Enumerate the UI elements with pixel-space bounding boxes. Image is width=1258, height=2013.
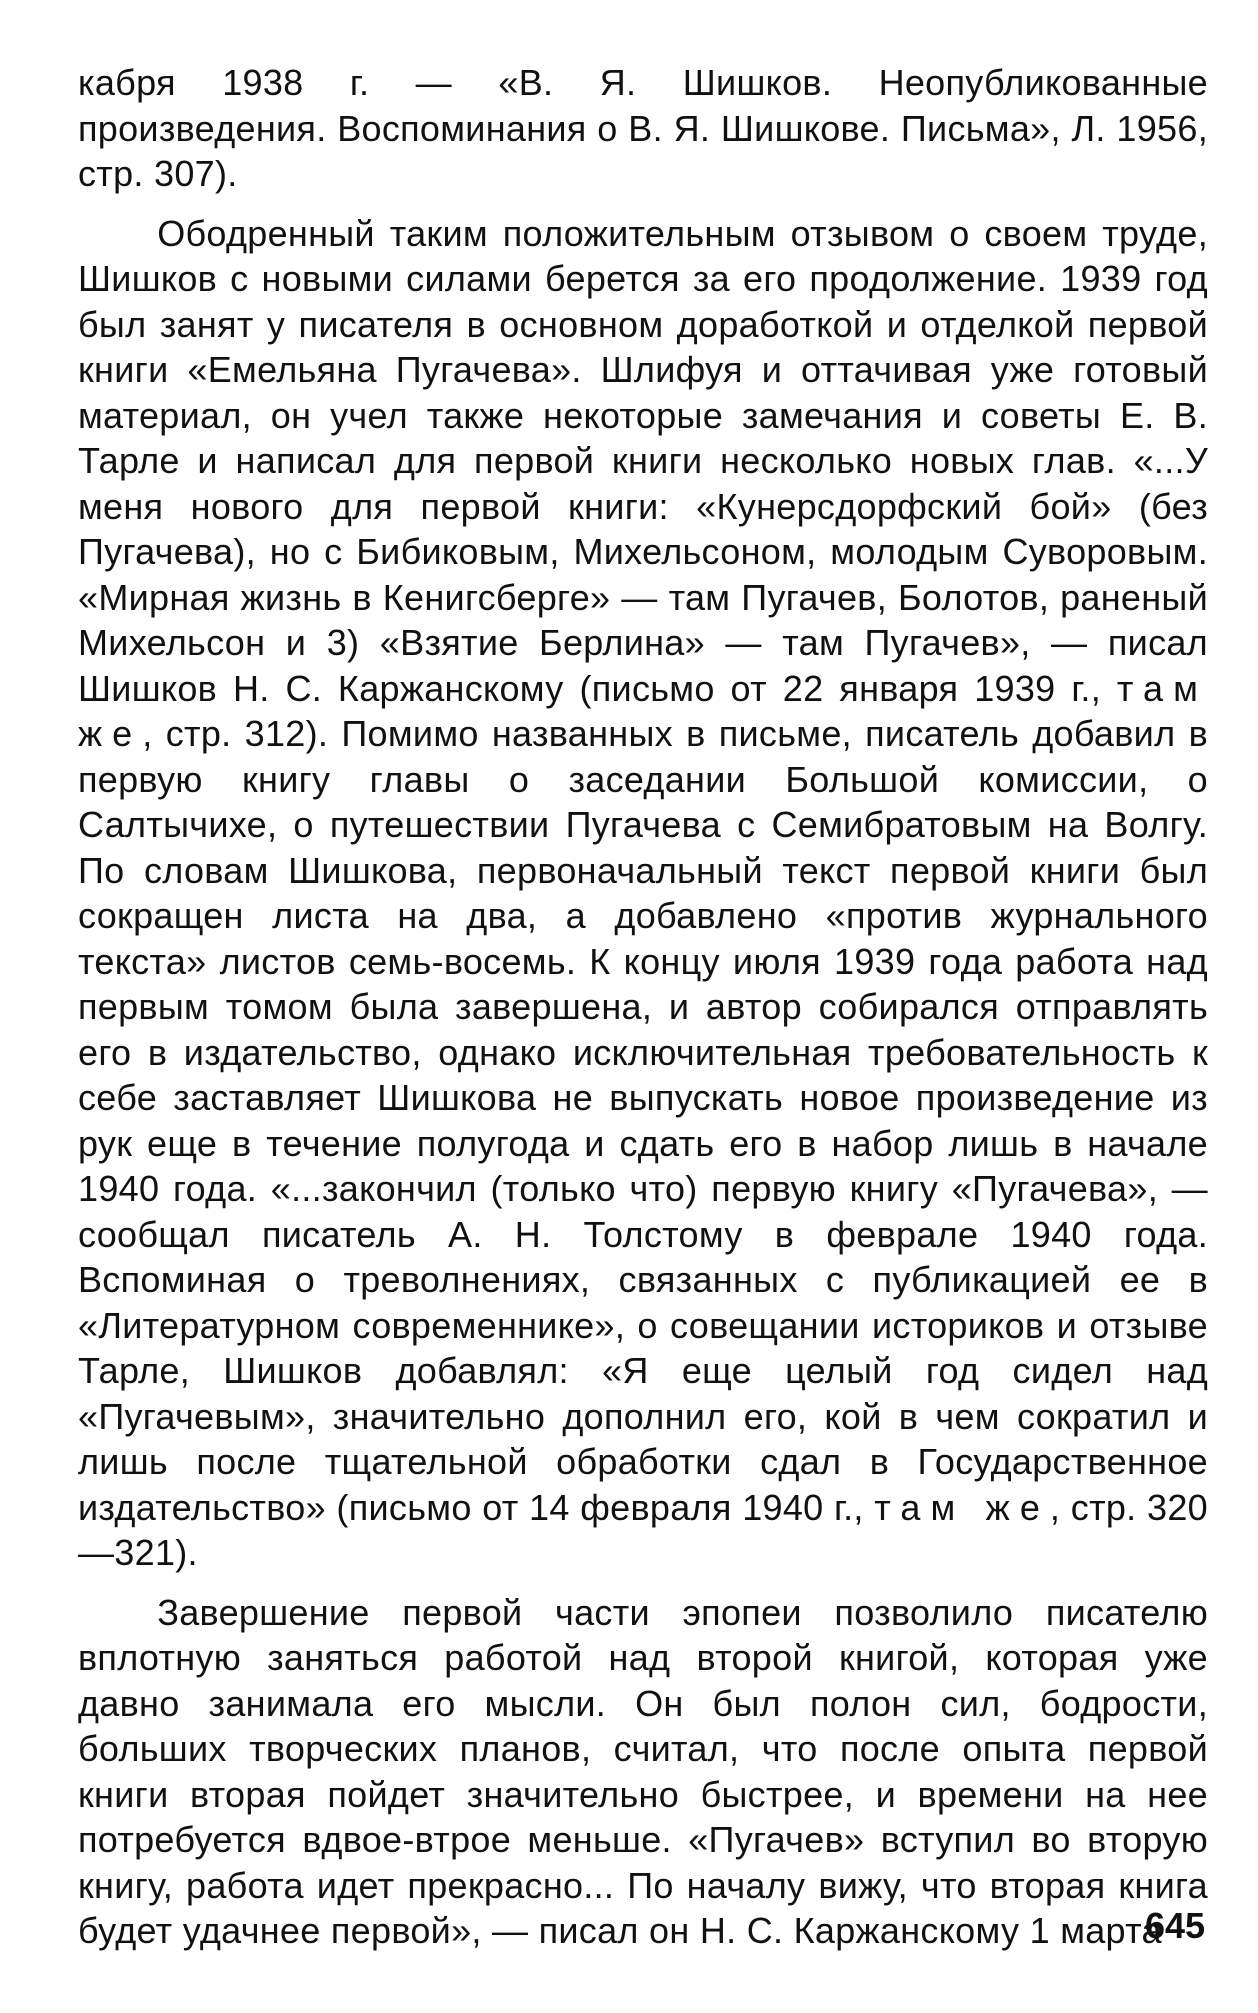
paragraph-1: кабря 1938 г. — «В. Я. Шишков. Неопубликованные произведения. Воспоминания о В. Я. Шишкове. Письма», Л. 1956, стр. 307).: [78, 62, 1208, 194]
page-body: [78, 60, 1208, 1954]
paragraph-2-part-3: , стр. 320—321).: [78, 1486, 1208, 1573]
ibid-reference-2: там же: [874, 1486, 1050, 1528]
paragraph-2-part-2: , стр. 312). Помимо названных в письме, писатель добавил в первую книгу главы о заседании Большой комиссии, о Салтычихе, о путешествии Пугачева с Семибратовым на Волгу. По словам Шишкова, первоначальный текст первой книги был сокращен листа на два, а добавлено «против журнального текста» листов семь-восемь. К концу июля 1939 года работа над первым томом была завершена, и автор собирался отправлять его в издательство, однако исключительная требовательность к себе заставляет Шишкова не выпускать новое произведение из рук еще в течение полугода и сдать его в набор лишь в начале 1940 года. «...закончил (только что) первую книгу «Пугачева», — сообщал писатель А. Н. Толстому в феврале 1940 года. Вспоминая о треволнениях, связанных с публикацией ее в «Литературном современнике», о совещании историков и отзыве Тарле, Шишков добавлял: «Я еще целый год сидел над «Пугачевым», значительно дополнил его, кой в чем сократил и лишь после тщательной обработки сдал в Государственное издательство» (письмо от 14 февраля 1940 г.,: [78, 713, 1208, 1528]
paragraph-2-part-1: Ободренный таким положительным отзывом о своем труде, Шишков с новыми силами берется за его продолжение. 1939 год был занят у писателя в основном доработкой и отделкой первой книги «Емельяна Пугачева». Шлифуя и оттачивая уже готовый материал, он учел также некоторые замечания и советы Е. В. Тарле и написал для первой книги несколько новых глав. «...У меня нового для первой книги: «Кунерсдорфский бой» (без Пугачева), но с Бибиковым, Михельсоном, молодым Суворовым. «Мирная жизнь в Кенигсберге» — там Пугачев, Болотов, раненый Михельсон и 3) «Взятие Берлина» — там Пугачев», — писал Шишков Н. С. Каржанскому (письмо от 22 января 1939 г.,: [78, 212, 1208, 709]
page-number: 645: [1145, 1905, 1206, 1946]
paragraph-2: [78, 211, 1208, 1576]
ibid-reference-1: там же: [78, 667, 1208, 754]
paragraph-3: Завершение первой части эпопеи позволило писателю вплотную заняться работой над второй книгой, которая уже давно занимала его мысли. Он был полон сил, бодрости, больших творческих планов, считал, что после опыта первой книги вторая пойдет значительно быстрее, и времени на нее потребуется вдвое-втрое меньше. «Пугачев» вступил во вторую книгу, работа идет прекрасно... По началу вижу, что вторая книга будет удачнее первой», — писал он Н. С. Каржанскому 1 марта: [78, 1591, 1208, 1951]
